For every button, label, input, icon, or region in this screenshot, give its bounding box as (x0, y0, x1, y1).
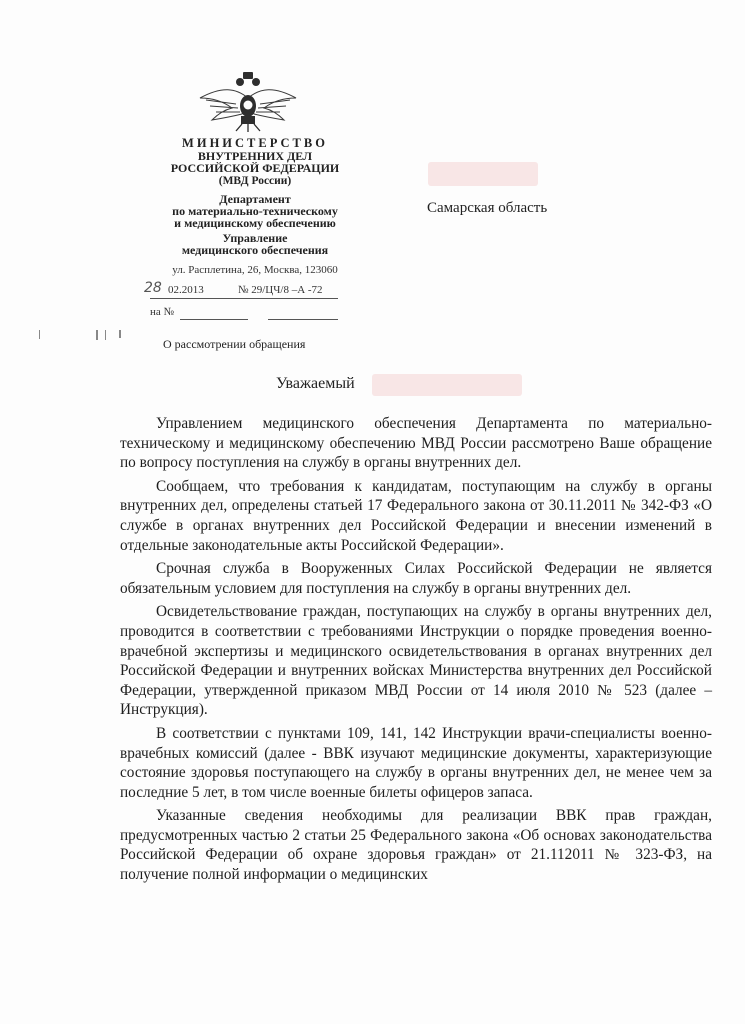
body-paragraph: В соответствии с пунктами 109, 141, 142 Инструкции врачи-специалисты военно-врачебных комиссий (далее - ВВК изучают медицинские документы, характеризующие состояние здоровья поступающего на службу в органы внутренних дел, не менее чем за последние 5 лет, в том числе военные билеты офицеров запаса. (120, 724, 712, 801)
reference-label: на № (150, 306, 175, 318)
double-headed-eagle-emblem-icon (196, 68, 300, 134)
ministry-short-name: (МВД России) (218, 175, 292, 187)
reference-date-blank (268, 319, 338, 320)
corner-mark (39, 330, 40, 339)
registration-number: № 29/ЦЧ/8 –А -72 (238, 284, 323, 296)
ministry-name-line2: ВНУТРЕННИХ ДЕЛ (197, 149, 313, 163)
ministry-name-line1: МИНИСТЕРСТВО (182, 136, 328, 150)
letter-subject: О рассмотрении обращения (163, 337, 306, 351)
body-paragraph: Освидетельствование граждан, поступающих на службу в органы внутренних дел, проводится в соответствии с требованиями Инструкции о порядке проведения военно-врачебной экспертизы и медицинского освидетельствования в органах внутренних дел Российской Федерации и внутренних войсках Министерства внутренних дел Российской Федерации, утвержденной приказом МВД России от 14 июля 2010 № 523 (далее – Инструкция). (120, 603, 712, 719)
handwritten-day-mark: 28 (144, 280, 162, 296)
body-paragraph: Сообщаем, что требования к кандидатам, поступающим на службу в органы внутренних дел, определены статьей 17 Федерального закона от 30.11.2011 № 342-ФЗ «О службе в органах внутренних дел Российской Федерации и внесении изменений в отдельные законодательные акты Российской Федерации». (120, 477, 712, 554)
registration-underline (150, 298, 338, 299)
greeting: Уважаемый (276, 375, 355, 392)
department-line1: Департамент (219, 192, 291, 206)
recipient-region: Самарская область (427, 200, 548, 216)
management-line1: Управление (222, 231, 288, 245)
corner-mark (119, 330, 121, 338)
corner-mark (96, 330, 98, 340)
redacted-addressee-name (372, 374, 522, 396)
corner-mark (105, 330, 106, 340)
ministry-name-line3: РОССИЙСКОЙ ФЕДЕРАЦИИ (170, 161, 340, 175)
body-paragraph: Срочная служба в Вооруженных Силах Российской Федерации не является обязательным условием для поступления на службу в органы внутренних дел. (120, 560, 712, 597)
redacted-recipient-name (428, 162, 538, 186)
reference-number-blank (180, 319, 248, 320)
body-paragraph: Указанные сведения необходимы для реализации ВВК прав граждан, предусмотренных частью 2 статьи 25 Федерального закона «Об основах законодательства Российской Федерации об охране здоровья граждан» от 21.112011 № 323-ФЗ, на получение полной информации о медицинских (120, 807, 712, 884)
department-line3: и медицинскому обеспечению (174, 216, 336, 230)
body-paragraph: Управлением медицинского обеспечения Департамента по материально-техническому и медицинскому обеспечению МВД России рассмотрено Ваше обращение по вопросу поступления на службу в органы внутренних дел. (120, 415, 712, 472)
letter-body (120, 414, 712, 885)
management-line2: медицинского обеспечения (181, 243, 329, 257)
department-line2: по материально-техническому (172, 204, 338, 218)
registration-date: 02.2013 (168, 284, 204, 296)
sender-address: ул. Расплетина, 26, Москва, 123060 (172, 264, 338, 276)
